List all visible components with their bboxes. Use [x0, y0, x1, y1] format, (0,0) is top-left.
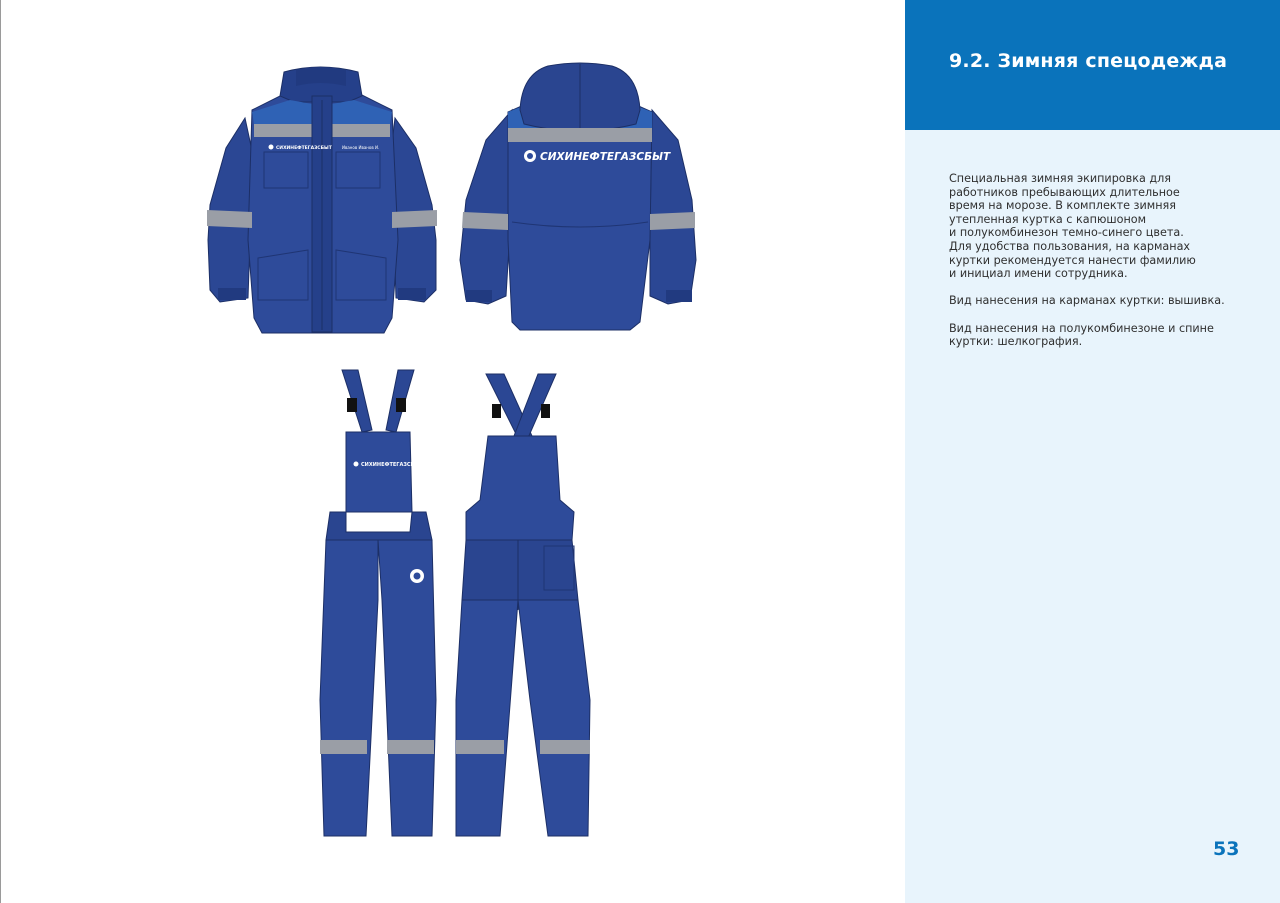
jacket-front [207, 67, 437, 333]
overalls-front [320, 370, 436, 836]
description-paragraph: Вид нанесения на карманах куртки: вышивка. [949, 294, 1225, 308]
name-tag-text: Иванов Иванов И. [342, 145, 380, 150]
overalls-back [456, 374, 590, 836]
description-paragraph: Вид нанесения на полукомбинезоне и спине куртки: шелкография. [949, 321, 1214, 349]
back-logo-text: СИХИНЕФТЕГАЗСБЫТ [540, 151, 671, 163]
page-number: 53 [1213, 838, 1240, 860]
sidebar-panel [905, 0, 1280, 903]
jacket-back [460, 63, 696, 330]
chest-logo-text: СИХИНЕФТЕГАЗСБЫТ [276, 146, 332, 151]
description-paragraph: Специальная зимняя экипировка для работников пребывающих длительное время на морозе. В комплекте зимняя утепленная куртка с капюшоном и полукомбинезон темно-синего цвета. Для удобства пользования, на карманах куртки рекомендуется нанести фамилию и инициал имени сотрудника. [949, 172, 1196, 281]
description-text [949, 172, 1249, 362]
section-title: 9.2. Зимняя спецодежда [949, 50, 1228, 72]
bib-logo-text: СИХИНЕФТЕГАЗСБЫТ [361, 462, 423, 468]
section-header [905, 0, 1280, 130]
